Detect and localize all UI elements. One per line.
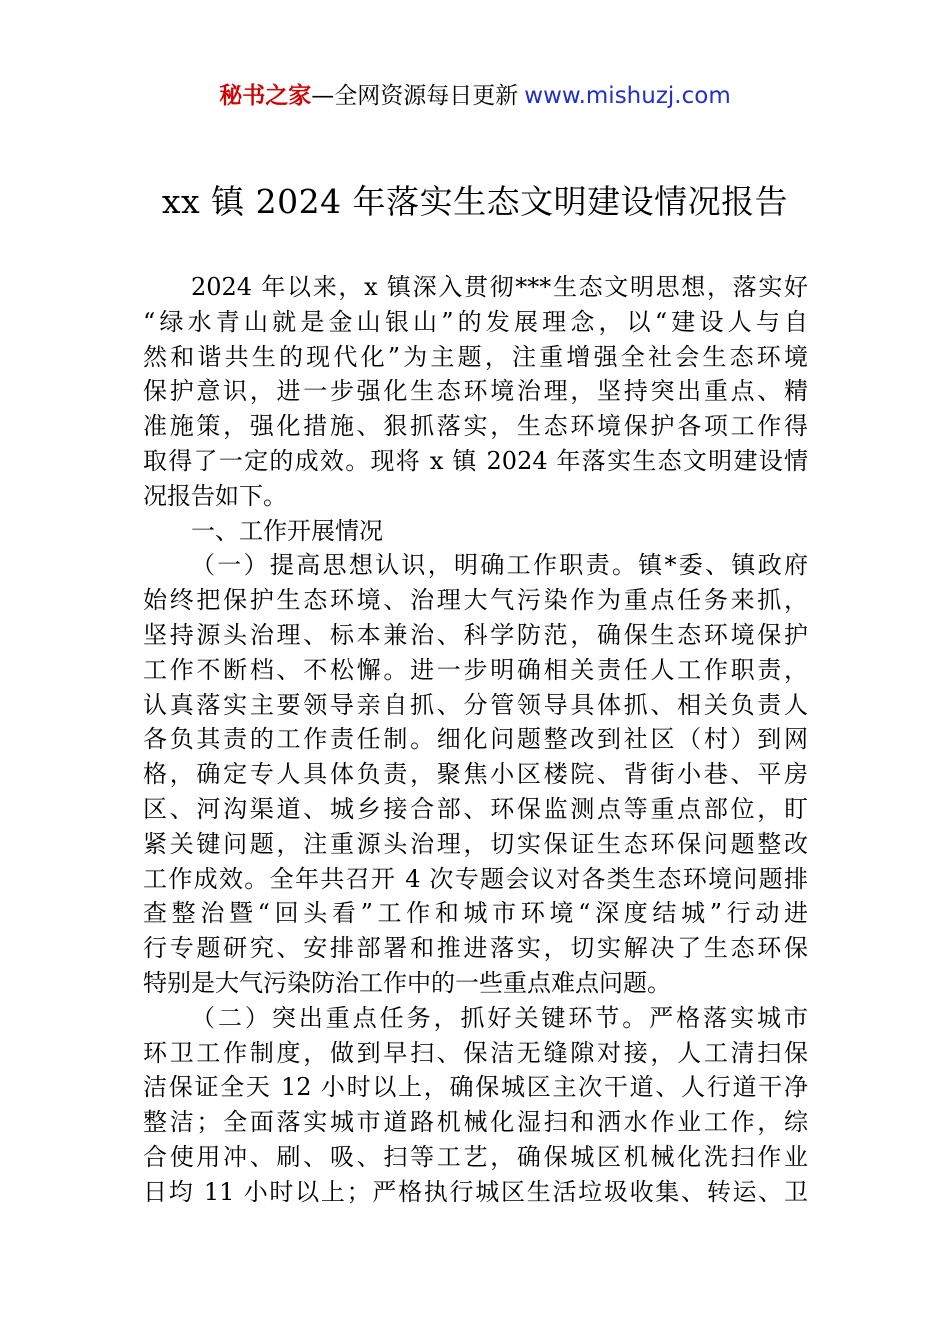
paragraph-line: 特别是大气污染防治工作中的一些重点难点问题。 [143,968,671,997]
paragraph-line: 区、河沟渠道、城乡接合部、环保监测点等重点部位，盯 [143,794,808,823]
paragraph-line: 取得了一定的成效。现将 x 镇 2024 年落实生态文明建设情 [143,446,808,475]
paragraph-line: 查整治暨“回头看”工作和城市环境“深度结城”行动进 [143,899,808,928]
paragraph-line: （二）突出重点任务，抓好关键环节。严格落实城市 [191,1003,808,1032]
paragraph-line: 合使用冲、刷、吸、扫等工艺，确保城区机械化洗扫作业 [143,1142,808,1171]
paragraph [143,514,808,549]
paragraph-line: （一）提高思想认识，明确工作职责。镇*委、镇政府 [191,551,808,580]
paragraph-line: 环卫工作制度，做到早扫、保洁无缝隙对接，人工清扫保 [143,1038,808,1067]
paragraph-line: 然和谐共生的现代化”为主题，注重增强全社会生态环境 [143,342,808,371]
site-brand: 秘书之家 [219,83,312,109]
paragraph-line: 坚持源头治理、标本兼治、科学防范，确保生态环境保护 [143,620,808,649]
site-slogan: —全网资源每日更新 [311,83,519,109]
paragraph-line: 保护意识，进一步强化生态环境治理，坚持突出重点、精 [143,377,808,406]
paragraph-line: 况报告如下。 [143,481,287,510]
paragraph-line: 认真落实主要领导亲自抓、分管领导具体抓、相关负责人 [143,690,808,719]
paragraph-line: 始终把保护生态环境、治理大气污染作为重点任务来抓， [143,586,808,615]
paragraph-line: 洁保证全天 12 小时以上，确保城区主次干道、人行道干净 [143,1073,808,1102]
paragraph [143,1001,808,1210]
site-header [0,80,950,112]
paragraph-line: “绿水青山就是金山银山”的发展理念，以“建设人与自 [143,307,808,336]
paragraph [143,548,808,1000]
paragraph-line: 日均 11 小时以上；严格执行城区生活垃圾收集、转运、卫 [143,1177,808,1206]
document-title: xx 镇 2024 年落实生态文明建设情况报告 [161,182,789,221]
paragraph-line: 格，确定专人具体负责，聚焦小区楼院、背街小巷、平房 [143,760,808,789]
paragraph-line: 整洁；全面落实城市道路机械化湿扫和洒水作业工作，综 [143,1108,808,1137]
paragraph-line: 2024 年以来，x 镇深入贯彻***生态文明思想，落实好 [191,273,808,301]
document-body [143,270,808,1210]
paragraph-line: 工作成效。全年共召开 4 次专题会议对各类生态环境问题排 [143,864,808,893]
paragraph-line: 工作不断档、不松懈。进一步明确相关责任人工作职责， [143,655,808,684]
paragraph-line: 准施策，强化措施、狠抓落实，生态环境保护各项工作得 [143,412,808,441]
paragraph [143,270,808,514]
site-url[interactable]: www.mishuzj.com [524,83,731,109]
paragraph-line: 各负其责的工作责任制。细化问题整改到社区（村）到网 [143,725,808,754]
paragraph-line: 一、工作开展情况 [191,516,383,545]
paragraph-line: 行专题研究、安排部署和推进落实，切实解决了生态环保 [143,934,808,963]
paragraph-line: 紧关键问题，注重源头治理，切实保证生态环保问题整改 [143,829,808,858]
